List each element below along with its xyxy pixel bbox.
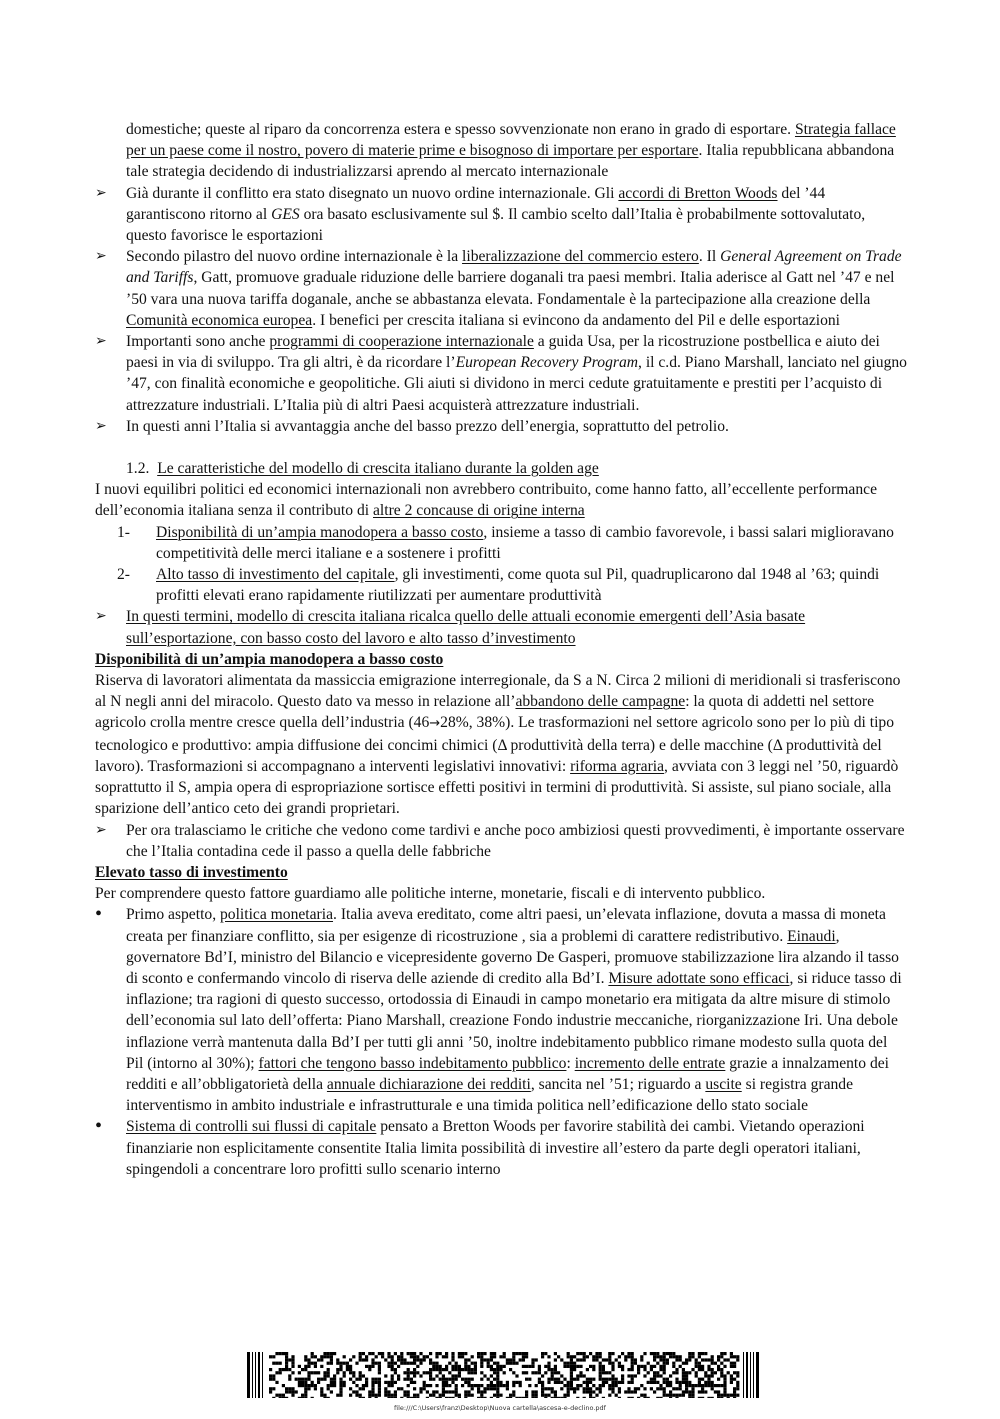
dot-bullet-icon: •	[95, 903, 103, 926]
underlined-text: In questi termini, modello di crescita italiana ricalca quello delle attuali economie emergenti dell’Asia basate sull’esportazione, con basso costo del lavoro e alto tasso d’investimento	[126, 608, 806, 647]
text-run: , sancita nel ’51; riguardo a	[530, 1075, 706, 1093]
text-run: 28%, 38%). Le trasformazioni nel settore agricolo sono per lo più di tipo tecnologico e produttivo: ampia diffusione dei concimi chimici (Δ produttività della terra) e delle macchine (Δ produttività del lavoro). Trasformazioni si accompagnano a interventi legislativi innovativi:	[95, 714, 895, 775]
underlined-text: liberalizzazione del commercio estero	[462, 248, 699, 266]
text-run: del ’44 garantiscono ritorno al	[126, 184, 826, 223]
underlined-text: abbandono delle campagne	[515, 693, 686, 711]
list-item	[95, 522, 907, 564]
text-run: , avviata con 3 leggi nel ’50, riguardò soprattutto il S, ampia opera di espropriazione sortisce effetti positivi in termini di produttività. Si assiste, sul piano sociale, alla sparizione dell’antico ceto dei grandi proprietari.	[95, 757, 899, 818]
list-number: 2-	[117, 566, 130, 584]
text-run: In questi anni l’Italia si avvantaggia anche del basso prezzo dell’energia, soprattutto del petrolio.	[126, 417, 729, 435]
bullet-list-summary	[95, 606, 907, 648]
text-run: pensato a Bretton Woods per favorire stabilità dei cambi. Vietando operazioni finanziarie non esplicitamente consentite Italia limita possibilità di investire all’estero da parte degli operatori italiani, spingendoli a concentrare loro profitti sullo scenario interno	[126, 1118, 865, 1178]
underlined-text: programmi di cooperazione internazionale	[269, 333, 534, 351]
arrow-bullet-icon: ➢	[95, 821, 107, 838]
underlined-text: riforma agraria	[570, 757, 665, 775]
text-run: . Italia repubblicana abbandona tale strategia decidendo di industrializzarsi aprendo al mercato internazionale	[126, 142, 895, 181]
underlined-text: Comunità economica europea	[126, 311, 313, 329]
section-number: 1.2.	[126, 460, 150, 478]
arrow-bullet-icon: ➢	[95, 248, 107, 265]
italic-text: General Agreement on Trade and Tariffs	[126, 248, 902, 287]
underlined-text: incremento delle entrate	[574, 1054, 726, 1072]
text-run: Per ora tralasciamo le critiche che vedono come tardivi e anche poco ambiziosi questi provvedimenti, è importante osservare che l’Italia contadina cede il passo a quella delle fabbriche	[126, 821, 905, 860]
subheading-investimento: Elevato tasso di investimento	[95, 863, 288, 881]
italic-text: GES	[271, 205, 300, 223]
text-run: , si riduce tasso di inflazione; tra ragioni di questo successo, ortodossia di Einaudi in campo monetario era mitigata da altre misure di stimolo dell’economia sul lato dell’offerta: Piano Marshall, creazione Fondo industrie meccaniche, riorganizzazione Iri. Una debole inflazione verrà mantenuta dalla Bd’I per tutti gli anni ’50, inoltre indebitamento pubblico rimane modesto sulla quota del Pil (intorno al 30%);	[126, 969, 902, 1072]
underlined-text: Alto tasso di investimento del capitale	[156, 566, 395, 584]
text-run: grazie a innalzamento dei redditi e all’obbligatorietà della	[126, 1054, 890, 1093]
text-run: , governatore Bd’I, ministro del Bilancio e vicepresidente governo De Gasperi, promuove stabilizzazione lira alzando il tasso di sconto e confermando vincolo di riserva delle aziende di credito alla Bd’I.	[126, 927, 899, 987]
underlined-text: uscite	[705, 1075, 742, 1093]
list-number: 1-	[117, 523, 130, 541]
barcode-image	[247, 1352, 761, 1398]
paragraph: Per comprendere questo fattore guardiamo alle politiche interne, monetarie, fiscali e di intervento pubblico.	[95, 885, 766, 903]
text-run: a guida Usa, per la ricostruzione postbellica e aiuto dei paesi in via di sviluppo. Tra gli altri, è da ricordare l’	[126, 333, 880, 372]
subheading-manodopera: Disponibilità di un’ampia manodopera a basso costo	[95, 650, 444, 668]
text-run: domestiche; queste al riparo da concorrenza estera e spesso sovvenzionate non erano in grado di esportare.	[126, 121, 795, 138]
list-item	[95, 246, 907, 331]
dot-bullet-list	[95, 904, 907, 1180]
underlined-text: accordi di Bretton Woods	[618, 184, 778, 202]
text-run: ora basato esclusivamente sul $. Il cambio scelto dall’Italia è probabilmente sottovalutato, questo favorisce le esportazioni	[126, 205, 866, 245]
spacer	[95, 437, 907, 458]
arrow-bullet-icon: ➢	[95, 184, 107, 201]
list-item	[95, 331, 907, 416]
section-title: Le caratteristiche del modello di crescita italiano durante la golden age	[157, 460, 599, 478]
text-run: . I benefici per crescita italiana si evincono da andamento del Pil e delle esportazioni	[312, 311, 841, 329]
bullet-list-international	[95, 183, 907, 437]
text-run: si registra grande interventismo in ambito industriale e infrastrutturale e una timida politica nell’edificazione dello stato sociale	[126, 1075, 854, 1115]
list-item	[95, 416, 907, 437]
list-item	[95, 606, 907, 648]
list-item	[95, 1116, 907, 1180]
text-run: Già durante il conflitto era stato disegnato un nuovo ordine internazionale. Gli	[126, 184, 619, 202]
section-heading-1-2	[95, 458, 907, 479]
text-run: I nuovi equilibri politici ed economici internazionali non avrebbero contribuito, come hanno fatto, all’eccellente performance dell’economia italiana senza il contributo di	[95, 481, 877, 520]
document-body	[95, 119, 907, 1180]
paragraph	[95, 670, 907, 819]
italic-text: European Recovery Program	[455, 354, 639, 372]
underlined-text: altre 2 concause di origine interna	[373, 502, 585, 520]
paragraph	[95, 479, 907, 521]
underlined-text: Disponibilità di un’ampia manodopera a basso costo	[156, 523, 484, 541]
list-item	[95, 820, 907, 862]
text-run: , Gatt, promuove graduale riduzione delle barriere doganali tra paesi membri. Italia aderisce al Gatt nel ’47 e nel ’50 vara una nuova tariffa doganale, anche se abbastanza elevata. Fondamentale è la partecipazione alla creazione della	[126, 269, 895, 308]
paragraph-continuation	[95, 119, 907, 183]
footer-file-path: file:///C:\Users\franz\Desktop\Nuova cartella\ascesa-e-declino.pdf	[394, 1404, 606, 1412]
underlined-text: Misure adottate sono efficaci	[608, 969, 790, 987]
text-run: . Italia aveva ereditato, come altri paesi, un’elevata inflazione, dovuta a massa di moneta creata per finanziare conflitto, sia per esigenze di ricostruzione , sia a problemi di carattere redistributivo.	[126, 906, 886, 945]
underlined-text: fattori che tengono basso indebitamento pubblico	[258, 1054, 567, 1072]
list-item	[95, 564, 907, 606]
underlined-text: politica monetaria	[220, 906, 334, 924]
text-run: Riserva di lavoratori alimentata da massiccia emigrazione interregionale, da S a N. Circa 2 milioni di meridionali si trasferiscono al N negli anni del miracolo. Questo dato va messo in relazione all’	[95, 672, 901, 711]
underlined-text: annuale dichiarazione dei redditi	[326, 1075, 531, 1093]
right-arrow-icon: →	[429, 716, 441, 732]
underlined-text: Sistema di controlli sui flussi di capitale	[126, 1118, 377, 1136]
numbered-list	[95, 522, 907, 607]
underlined-text: Strategia fallace per un paese come il nostro, povero di materie prime e bisognoso di importare per esportare	[126, 121, 896, 160]
arrow-bullet-icon: ➢	[95, 608, 107, 625]
text-run: Importanti sono anche	[126, 333, 270, 351]
underlined-text: Einaudi	[787, 927, 836, 945]
arrow-bullet-icon: ➢	[95, 417, 107, 434]
list-item	[95, 183, 907, 247]
bullet-list-note	[95, 820, 907, 862]
text-run: . Il	[698, 248, 721, 266]
text-run: Secondo pilastro del nuovo ordine internazionale è la	[126, 248, 463, 266]
arrow-bullet-icon: ➢	[95, 333, 107, 350]
text-run: , gli investimenti, come quota sul Pil, quadruplicarono dal 1948 al ’63; quindi profitti elevati erano rapidamente riutilizzati per aumentare produttività	[156, 566, 880, 605]
text-run: , insieme a tasso di cambio favorevole, i bassi salari miglioravano competitività delle merci italiane e a sostenere i profitti	[156, 523, 894, 562]
text-run: , il c.d. Piano Marshall, lanciato nel giugno ’47, con finalità economiche e geopolitiche. Gli aiuti si dividono in merci cedute gratuitamente e prestiti per l’acquisto di attrezzature industriali. L’Italia più di altri Paesi acquisterà attrezzature industriali.	[126, 354, 907, 414]
list-item	[95, 904, 907, 1116]
dot-bullet-icon: •	[95, 1115, 103, 1138]
text-run: :	[566, 1054, 575, 1072]
text-run: Primo aspetto,	[126, 906, 220, 924]
text-run: : la quota di addetti nel settore agricolo crolla mentre cresce quella dell’industria (46	[95, 693, 875, 732]
